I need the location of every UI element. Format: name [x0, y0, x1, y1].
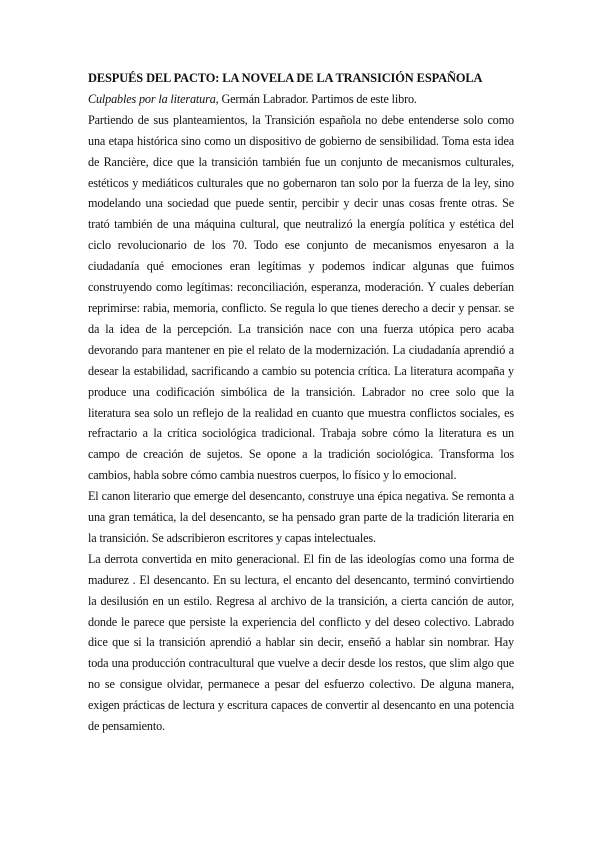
subtitle-text: Germán Labrador. Partimos de este libro.	[218, 91, 417, 106]
document-title: DESPUÉS DEL PACTO: LA NOVELA DE LA TRANSICIÓN ESPAÑOLA	[88, 71, 483, 85]
paragraph-2: El canon literario que emerge del desencanto, construye una épica negativa. Se remonta a una gran temática, la del desencanto, se ha pensado gran parte de la tradición literaria en la transición. Se adscribieron escritores y capas intelectuales.	[88, 489, 514, 545]
paragraph-3: La derrota convertida en mito generacional. El fin de las ideologías como una forma de madurez . El desencanto. En su lectura, el encanto del desencanto, terminó convirtiendo la desilusión en un estilo. Regresa al archivo de la transición, a cierta canción de autor, donde le parece que persiste la experiencia del conflicto y del deseo colectivo. Labrado dice que si la transición aprendió a hablar sin decir, enseñó a hablar sin nombrar. Hay toda una producción contracultural que vuelve a decir desde los restos, que slim algo que no se consigue olvidar, permanece a pesar del esfuerzo colectivo. De alguna manera, exigen prácticas de lectura y escritura capaces de convertir al desencanto en una potencia de pensamiento.	[88, 551, 514, 734]
book-title: Culpables por la literatura,	[88, 91, 219, 106]
paragraph-1: Partiendo de sus planteamientos, la Transición española no debe entenderse solo como una etapa histórica sino como un dispositivo de gobierno de sensibilidad. Toma esta idea de Rancière, dice que la transición también fue un conjunto de mecanismos culturales, estéticos y mediáticos culturales que no gobernaron tan solo por la fuerza de la ley, sino modelando una sociedad que puede sentir, percibir y decir unas cosas frente otras. Se trató también de una máquina cultural, que neutralizó la energía política y estética del ciclo revolucionario de los 70. Todo ese conjunto de mecanismos enyesaron a la ciudadanía qué emociones eran legítimas y podemos indicar algunas que fuimos construyendo como legítimas: reconciliación, esperanza, moderación. Y cuales deberían reprimirse: rabia, memoria, conflicto. Se regula lo que tienes derecho a decir y pensar. se da la idea de la percepción. La transición nace con una fuerza utópica pero acaba devorando para mantener en pie el relato de la modernización. La ciudadanía aprendió a desear la estabilidad, sacrificando a cambio su potencia crítica. La literatura acompaña y produce una codificación simbólica de la transición. Labrador no cree solo que la literatura sea solo un reflejo de la realidad en cuanto que muestra conflictos sociales, es refractario a la crítica sociológica tradicional. Trabaja sobre cómo la literatura es un campo de creación de sujetos. Se opone a la tradición sociológica. Transforma los cambios, habla sobre cómo cambia nuestros cuerpos, lo físico y lo emocional.	[88, 112, 514, 483]
document-subtitle	[88, 89, 514, 110]
document-body	[88, 68, 514, 737]
